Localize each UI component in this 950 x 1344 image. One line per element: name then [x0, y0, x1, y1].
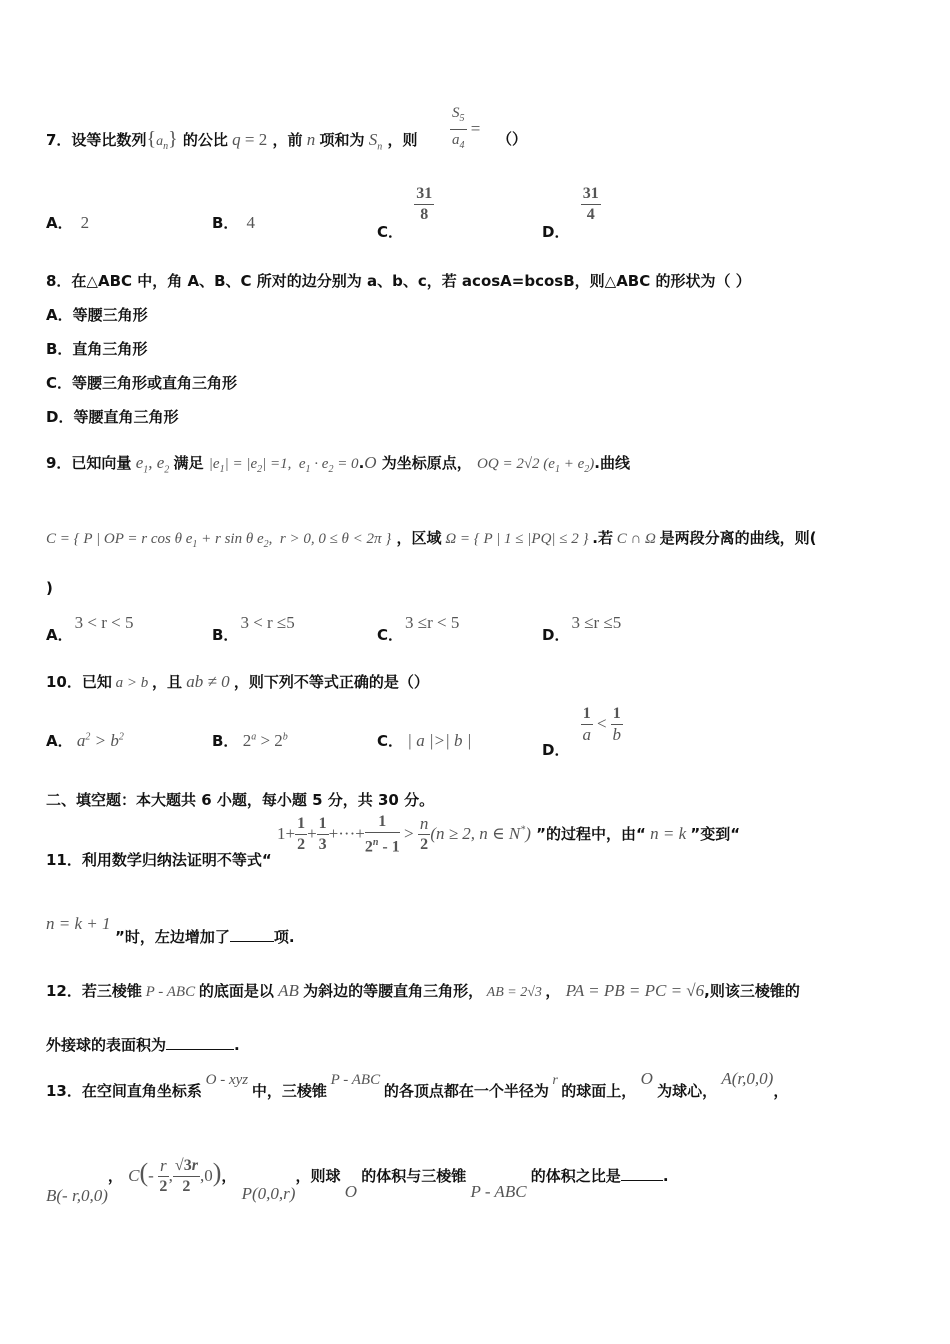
- q11-stem-line2-tail: ”时，左边增加了 项.: [115, 928, 295, 946]
- q9-option-a[interactable]: A．3 < r < 5: [46, 613, 134, 644]
- q7-paren: （）: [497, 130, 528, 148]
- q8-option-b[interactable]: B．直角三角形: [46, 340, 148, 358]
- q9-stem-line2: C = { P | OP = r cos θ $e_1 + r$ sin θ $e_2$, r > 0, 0 ≤ θ < 2π } ，区域 Ω = { P | 1 ≤ |PQ| ≤ 2 } .若 C ∩ Ω 是两段分离的曲线，则(: [46, 529, 817, 550]
- q7-option-c[interactable]: C． $\frac{31}{8}$: [377, 185, 433, 241]
- q7-stem: 7．设等比数列$\{a_n\}$ 的公比 q = 2 ，前 n 项和为 $S_n$ ，则: [46, 128, 418, 153]
- q11-answer-blank[interactable]: [230, 941, 274, 942]
- q7-option-d[interactable]: D． $\frac{31}{4}$: [542, 185, 599, 241]
- q13-stem-line1: 13．在空间直角坐标系 O - xyz 中，三棱锥 P - ABC 的各顶点都在一个半径为 r 的球面上， O 为球心， A(r,0,0)，: [46, 1069, 789, 1100]
- q7-fraction: $\frac{S_5}{a_4}$ =: [452, 105, 481, 151]
- q11-stem-line1: 11．利用数学归纳法证明不等式“ 1+ $\frac{1}{2}$ + $\frac{1}{3}$ +···+ $\frac{1}{2^n - 1}$ > $\frac{n}{2}$ (n ≥ 2, n ∈ N*) ”的过程中，由“ n = k ”变到“: [46, 813, 741, 870]
- q11-stem-line2: n = k + 1: [46, 914, 111, 933]
- q12-answer-blank[interactable]: [166, 1049, 234, 1050]
- q10-option-c[interactable]: C． | a |>| b |: [377, 731, 472, 750]
- q9-option-b[interactable]: B．3 < r ≤5: [212, 613, 295, 644]
- q10-option-a[interactable]: A． $a^2 > b^2$: [46, 731, 124, 750]
- q13-answer-blank[interactable]: [621, 1180, 663, 1181]
- q8-option-a[interactable]: A．等腰三角形: [46, 306, 148, 324]
- q8-option-d[interactable]: D．等腰直角三角形: [46, 408, 179, 426]
- q9-stem-line1: 9．已知向量 $e_1$, $e_2$ 满足 $|e_1| = |e_2| =1$, $e_1 \cdot e_2 = 0.O$ 为坐标原点， OQ = 2√2 $(e_1 + e_2)$.曲线: [46, 453, 630, 476]
- q10-option-d[interactable]: D． $\frac{1}{a}$ < $\frac{1}{b}$: [542, 705, 622, 759]
- q9-paren-close: ): [46, 579, 53, 597]
- q9-option-c[interactable]: C．3 ≤r < 5: [377, 613, 460, 644]
- q8-option-c[interactable]: C．等腰三角形或直角三角形: [46, 374, 238, 392]
- q7-option-b[interactable]: B． 4: [212, 213, 255, 232]
- q13-stem-line2: B(- r,0,0)， C(- $\frac{r}{2}$ , $\frac{√3r}{2}$ ,0)， P(0,0,r)，则球 O 的体积与三棱锥 P - ABC 的体积之比是 .: [46, 1156, 669, 1205]
- q10-stem: 10．已知 a > b ，且 ab ≠ 0 ，则下列不等式正确的是（）: [46, 672, 429, 691]
- q7-option-a[interactable]: A． 2: [46, 213, 90, 232]
- q8-stem: 8．在△ABC 中，角 A、B、C 所对的边分别为 a、b、c，若 acosA=bcosB，则△ABC 的形状为（ ）: [46, 272, 751, 290]
- q12-stem-line1: 12．若三棱锥 P - ABC 的底面是以 AB 为斜边的等腰直角三角形， AB = 2√3 ， PA = PB = PC = √6,则该三棱锥的: [46, 981, 800, 1000]
- q12-stem-line2: 外接球的表面积为 .: [46, 1036, 240, 1054]
- q10-option-b[interactable]: B． $2^a > 2^b$: [212, 731, 288, 750]
- q9-option-d[interactable]: D．3 ≤r ≤5: [542, 613, 622, 644]
- section-fill-in-title: 二、填空题：本大题共 6 小题，每小题 5 分，共 30 分。: [46, 791, 435, 809]
